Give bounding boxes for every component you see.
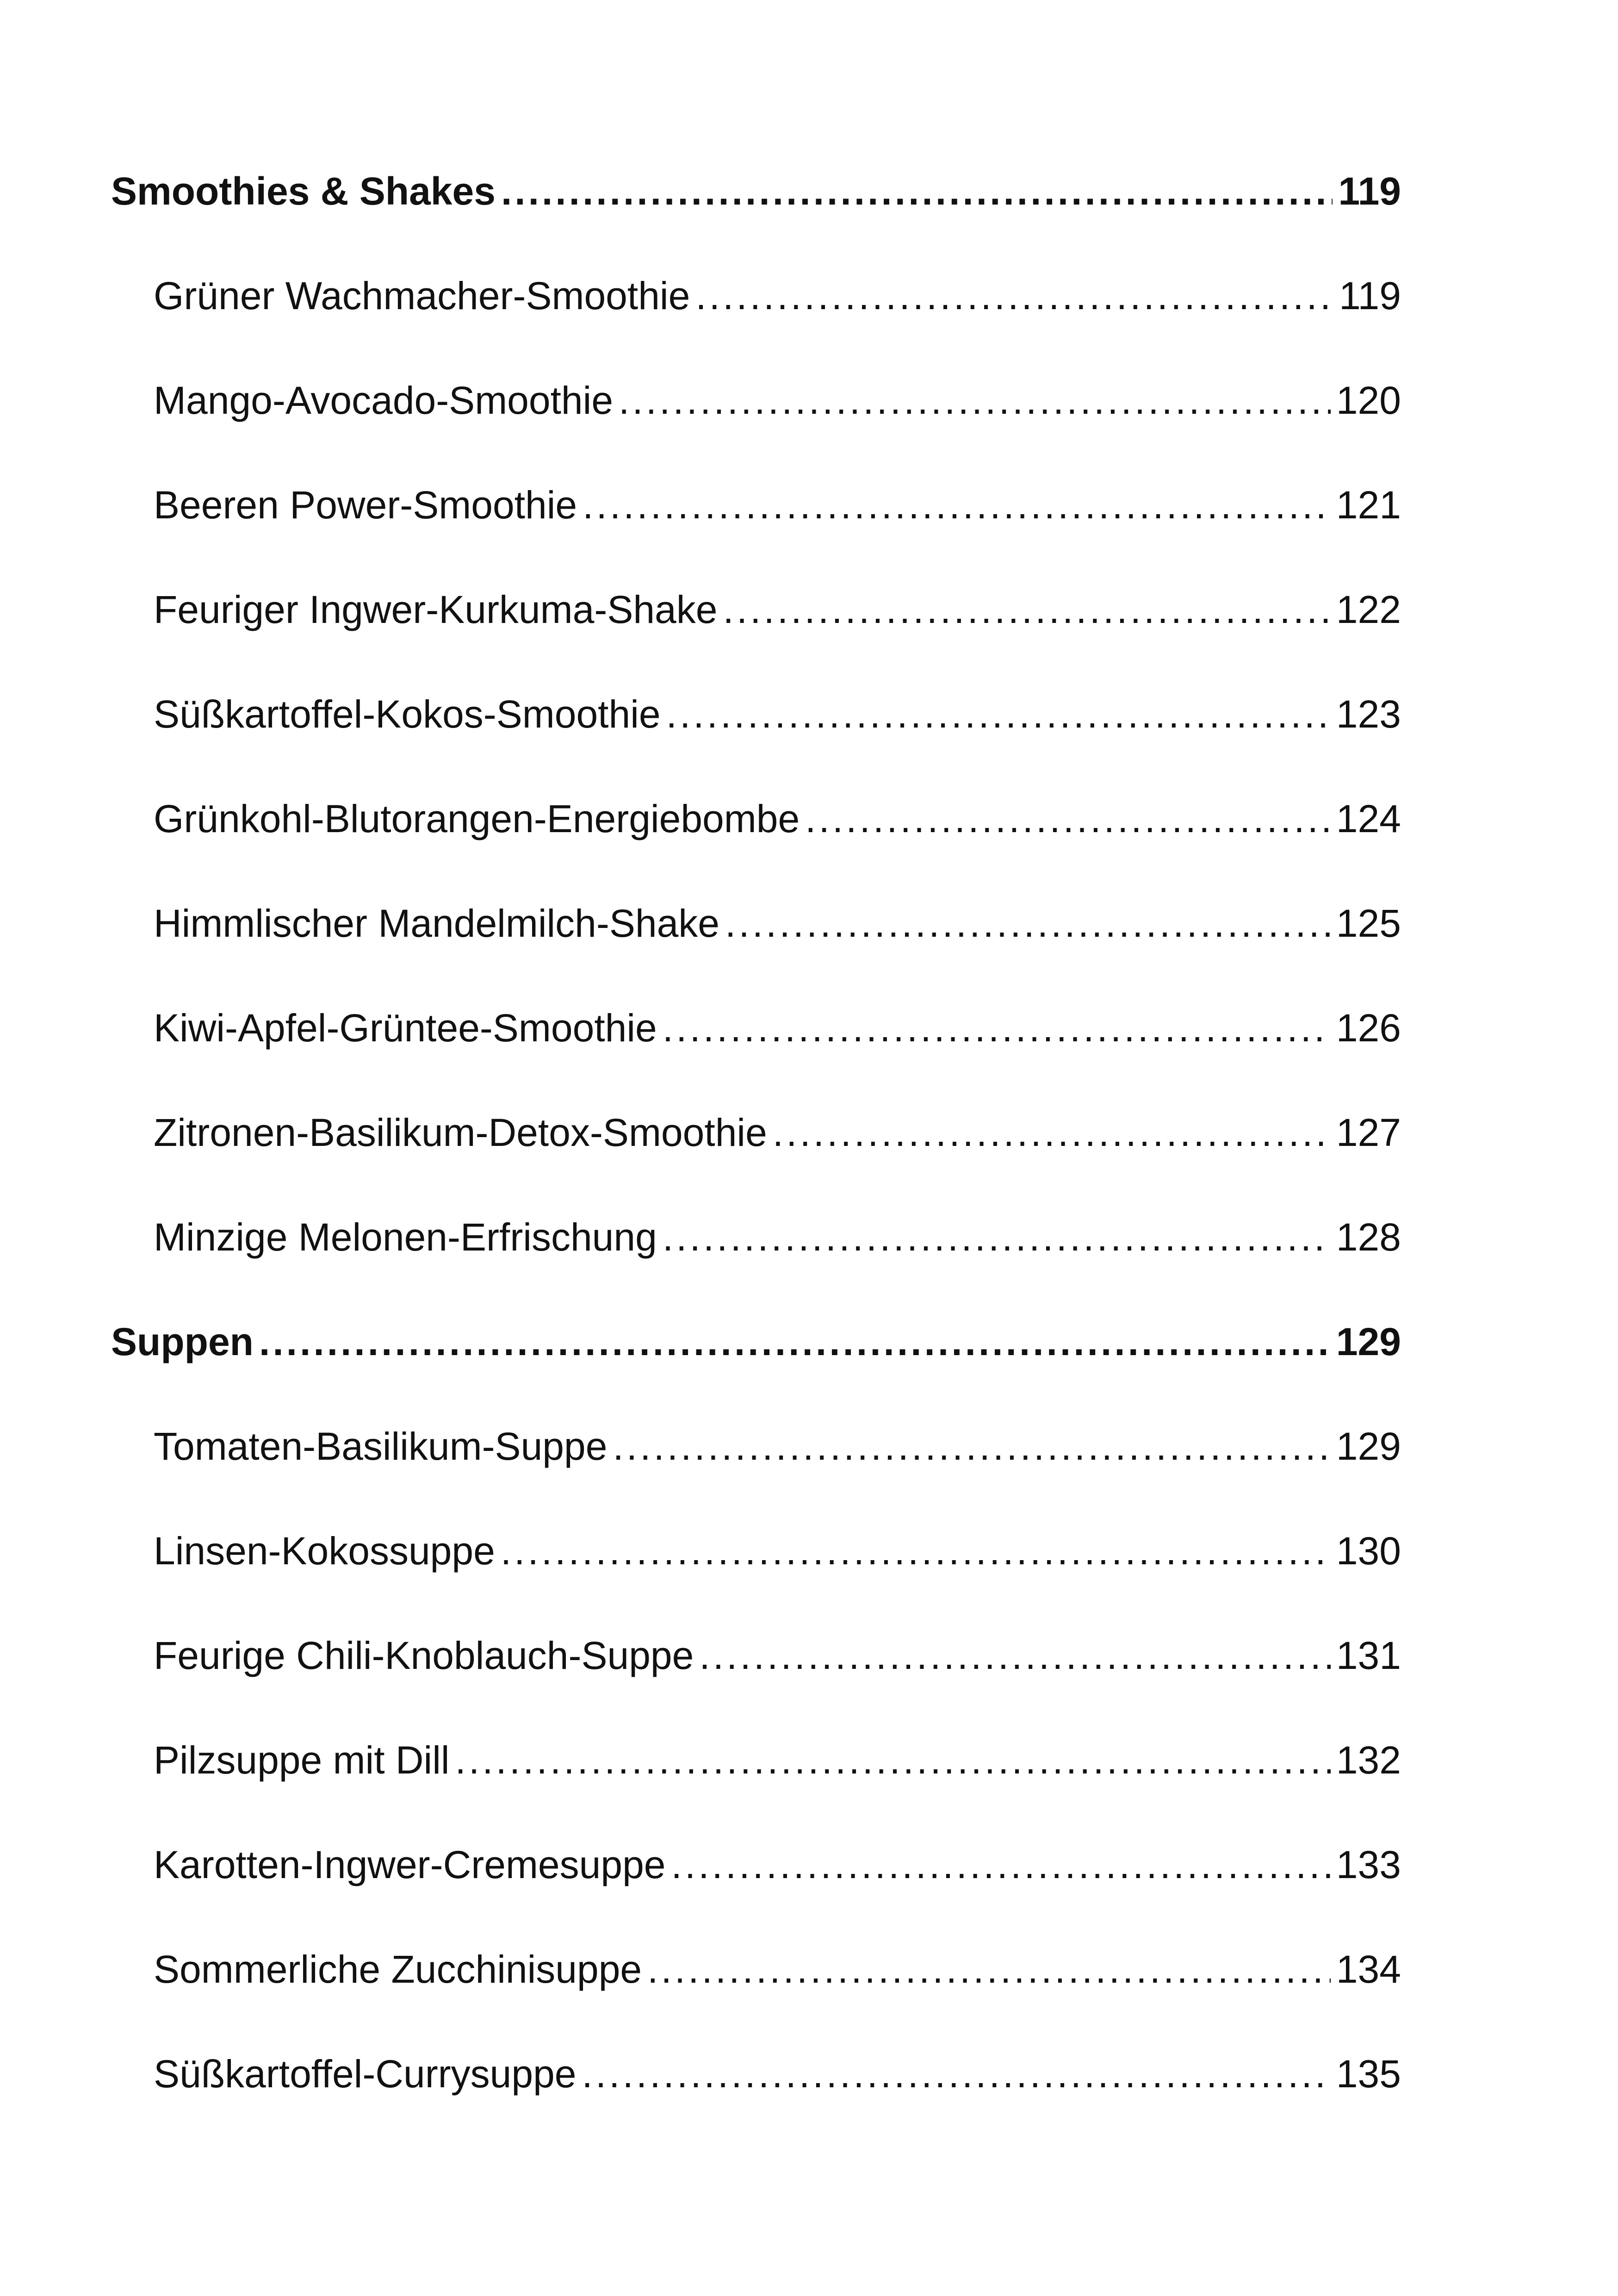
toc-recipe-entry [111,976,1401,1080]
toc-entry-title: Himmlischer Mandelmilch-Shake [154,902,720,945]
toc-page-number: 123 [1336,692,1401,736]
toc-entry-title: Suppen [111,1320,254,1363]
toc-recipe-entry [111,348,1401,453]
toc-entry-title: Linsen-Kokossuppe [154,1529,495,1573]
toc-page-number: 121 [1336,483,1401,527]
toc-dot-leader [663,1185,1331,1289]
toc-dot-leader [699,1603,1330,1708]
toc-page-number: 135 [1336,2052,1401,2096]
toc-entry-title: Pilzsuppe mit Dill [154,1738,450,1782]
toc-dot-leader [773,1080,1331,1185]
toc-recipe-entry [111,557,1401,662]
toc-page-number: 124 [1336,797,1401,840]
toc-page-number: 119 [1338,169,1401,213]
toc-page-number: 122 [1336,588,1401,631]
toc-entry-title: Grüner Wachmacher-Smoothie [154,274,690,317]
toc-dot-leader [671,1812,1331,1917]
toc-dot-leader [666,662,1331,766]
toc-recipe-entry [111,1812,1401,1917]
toc-entry-title: Feuriger Ingwer-Kurkuma-Shake [154,588,718,631]
toc-page-number: 125 [1336,902,1401,945]
toc-dot-leader [663,976,1331,1080]
toc-entry-title: Smoothies & Shakes [111,169,496,213]
toc-entry-title: Feurige Chili-Knoblauch-Suppe [154,1634,694,1677]
toc-recipe-entry [111,1708,1401,1812]
toc-entry-title: Sommerliche Zucchinisuppe [154,1948,642,1991]
toc-page-number: 128 [1336,1215,1401,1259]
toc-entry-title: Kiwi-Apfel-Grüntee-Smoothie [154,1006,657,1050]
toc-dot-leader [725,871,1331,976]
toc-chapter-entry [111,139,1401,243]
toc-chapter-entry [111,1289,1401,1394]
toc-recipe-entry [111,453,1401,557]
toc-dot-leader [582,2022,1331,2126]
toc-recipe-entry [111,1499,1401,1603]
toc-recipe-entry [111,1185,1401,1289]
toc-page-number: 133 [1336,1843,1401,1886]
toc-dot-leader [805,766,1331,871]
toc-entry-title: Minzige Melonen-Erfrischung [154,1215,657,1259]
toc-entry-title: Grünkohl-Blutorangen-Energiebombe [154,797,800,840]
toc-page-number: 129 [1336,1320,1401,1363]
toc-page-number: 120 [1336,379,1401,422]
toc-recipe-entry [111,662,1401,766]
toc-page-number: 134 [1336,1948,1401,1991]
toc-recipe-entry [111,1394,1401,1499]
toc-dot-leader [583,453,1331,557]
toc-recipe-entry [111,1080,1401,1185]
toc-page-number: 126 [1336,1006,1401,1050]
toc-entry-title: Beeren Power-Smoothie [154,483,577,527]
toc-page-number: 129 [1336,1425,1401,1468]
toc-recipe-entry [111,871,1401,976]
toc-page-number: 127 [1336,1111,1401,1154]
toc-page-number: 131 [1336,1634,1401,1677]
toc-dot-leader [259,1289,1331,1394]
table-of-contents [111,139,1401,2126]
toc-entry-title: Mango-Avocado-Smoothie [154,379,614,422]
toc-entry-title: Tomaten-Basilikum-Suppe [154,1425,608,1468]
toc-dot-leader [455,1708,1331,1812]
toc-recipe-entry [111,1603,1401,1708]
toc-recipe-entry [111,2022,1401,2126]
toc-dot-leader [501,139,1333,243]
toc-recipe-entry [111,766,1401,871]
toc-page-number: 130 [1336,1529,1401,1573]
toc-page-number: 132 [1336,1738,1401,1782]
toc-dot-leader [723,557,1331,662]
toc-entry-title: Zitronen-Basilikum-Detox-Smoothie [154,1111,767,1154]
toc-entry-title: Karotten-Ingwer-Cremesuppe [154,1843,666,1886]
toc-dot-leader [647,1917,1331,2022]
toc-recipe-entry [111,243,1401,348]
toc-dot-leader [613,1394,1330,1499]
toc-dot-leader [501,1499,1331,1603]
toc-page-number: 119 [1339,274,1401,317]
toc-entry-title: Süßkartoffel-Currysuppe [154,2052,577,2096]
toc-dot-leader [619,348,1331,453]
toc-entry-title: Süßkartoffel-Kokos-Smoothie [154,692,661,736]
toc-dot-leader [695,243,1333,348]
toc-recipe-entry [111,1917,1401,2022]
